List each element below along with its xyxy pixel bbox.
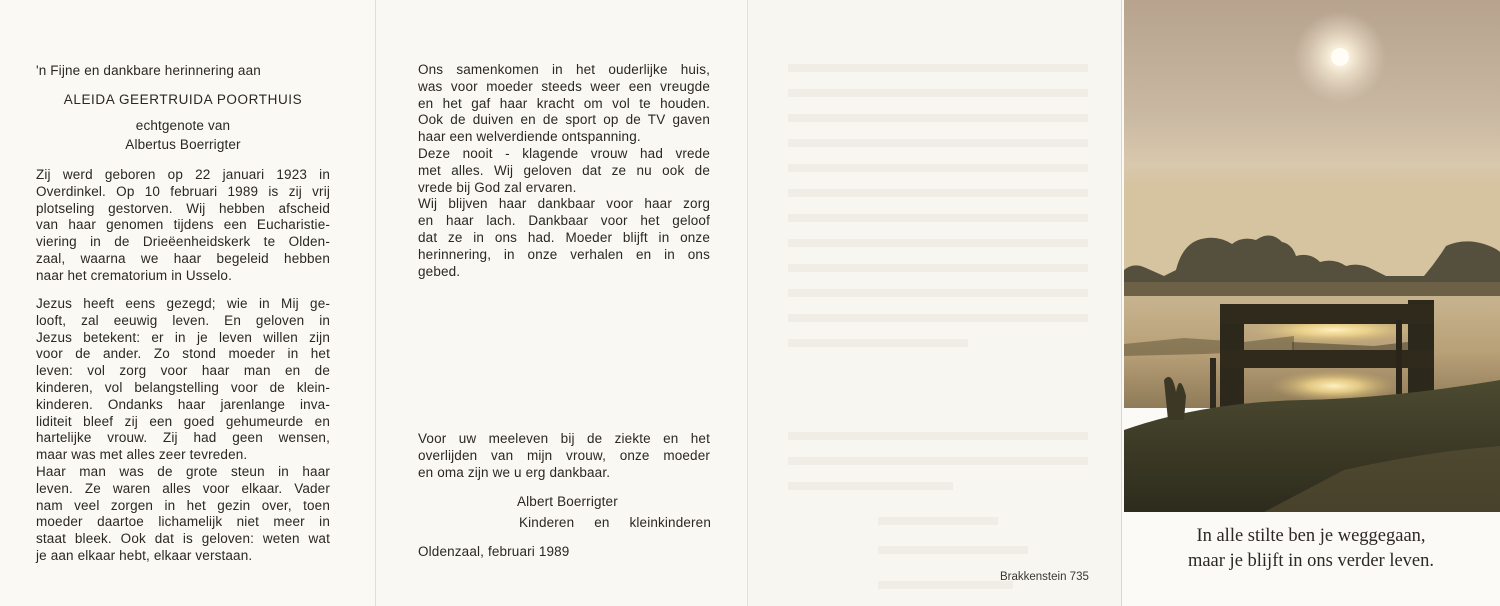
text-line: haar een welverdiende ontspanning. <box>418 129 641 145</box>
card-panel-middle <box>376 0 748 606</box>
text-line: leven: vol zorg voor haar man en de <box>36 363 330 379</box>
text-line: plotseling gestorven. Wij hebben afscheid <box>36 200 330 216</box>
text-line: vrede bij God zal ervaren. <box>418 179 577 195</box>
text-line: staat bleek. Ook dat is geloven: weten wat <box>36 531 330 547</box>
biography-paragraph <box>36 167 330 285</box>
text-line: leven. Ze waren alles voor elkaar. Vader <box>36 480 330 496</box>
text-line: overlijden van mijn vrouw, onze moeder <box>418 447 710 463</box>
text-line: Voor uw meeleven bij de ziekte en het <box>418 431 710 446</box>
text-line: naar het crematorium in Usselo. <box>36 267 232 283</box>
text-line: Haar man was de grote steun in haar <box>36 463 330 479</box>
card-panel-photo <box>1122 0 1500 606</box>
sunset-photo <box>1124 0 1500 512</box>
text-line: dat ze in ons had. Moeder blijft in onze <box>418 229 710 245</box>
text-line: Ons samenkomen in het ouderlijke huis, <box>418 62 710 77</box>
text-line: Zij werd geboren op 22 januari 1923 in <box>36 167 330 182</box>
faith-paragraph <box>36 296 330 565</box>
text-line: Jezus heeft eens gezegd; wie in Mij ge- <box>36 296 330 311</box>
family-paragraph <box>418 62 710 280</box>
text-line: was voor moeder steeds weer een vreugde <box>418 78 710 94</box>
spouse-label: echtgenote van <box>135 118 231 133</box>
text-line: Ook de duiven en de sport op de TV gaven <box>418 112 710 128</box>
quote-line: In alle stilte ben je weggegaan, <box>1196 526 1426 546</box>
signature-family <box>519 515 711 532</box>
text-line: viering in de Drieëenheidskerk te Olden- <box>36 234 330 250</box>
text-line: je aan elkaar hebt, elkaar verstaan. <box>36 547 253 563</box>
signature-husband: Albert Boerrigter <box>517 494 618 509</box>
spouse-name: Albertus Boerrigter <box>125 137 241 152</box>
text-line: hartelijke vrouw. Zij had geen wensen, <box>36 430 330 446</box>
card-panel-back <box>748 0 1122 606</box>
show-through-text <box>788 64 1088 364</box>
text-line: looft, zal eeuwig leven. En geloven in <box>36 312 330 328</box>
text-line: nam veel zorgen in het gezin over, toen <box>36 497 330 513</box>
text-line: maar was met alles zeer tevreden. <box>36 447 248 463</box>
text-line: zaal, waarna we haar begeleid hebben <box>36 250 330 266</box>
text-line: en het gaf haar kracht om vol te houden. <box>418 95 710 111</box>
text-line: Jezus betekent: er in je leven willen zijn <box>36 329 330 345</box>
text-line: en haar lach. Dankbaar voor het geloof <box>418 213 710 229</box>
card-panel-left <box>0 0 376 606</box>
printer-credit: Brakkenstein 735 <box>1000 571 1089 583</box>
sunset-landscape-image <box>1124 0 1500 512</box>
text-line: van haar genomen tijdens een Eucharistie- <box>36 217 330 233</box>
intro-text: 'n Fijne en dankbare herinnering aan <box>36 63 261 78</box>
text-line: Deze nooit - klagende vrouw had vrede <box>418 145 710 161</box>
quote-line: maar je blijft in ons verder leven. <box>1187 551 1435 571</box>
text-line: voor de ander. Zo stond moeder in het <box>36 346 330 362</box>
text-line: Overdinkel. Op 10 februari 1989 is zij vrij <box>36 183 330 199</box>
text-line: en oma zijn we u erg dankbaar. <box>418 464 611 480</box>
place-date: Oldenzaal, februari 1989 <box>418 544 570 559</box>
text-line: Wij blijven haar dankbaar voor haar zorg <box>418 196 710 212</box>
text-line: moeder daartoe lichamelijk niet meer in <box>36 514 330 530</box>
text-line: gebed. <box>418 263 461 279</box>
text-line: herinnering, in onze verhalen en in ons <box>418 246 710 262</box>
text-line: kinderen. Ondanks haar jarenlange inva- <box>36 396 330 412</box>
text-line: Kinderen en kleinkinderen <box>519 515 711 530</box>
thanks-paragraph <box>418 431 710 481</box>
text-line: kinderen, vol belangstelling voor de klein- <box>36 379 330 395</box>
memorial-quote <box>1122 524 1500 574</box>
deceased-name: ALEIDA GEERTRUIDA POORTHUIS <box>63 92 303 107</box>
text-line: met alles. Wij geloven dat ze nu ook de <box>418 162 710 178</box>
text-line: liditeit bleef zij een goed gehumeurde en <box>36 413 330 429</box>
